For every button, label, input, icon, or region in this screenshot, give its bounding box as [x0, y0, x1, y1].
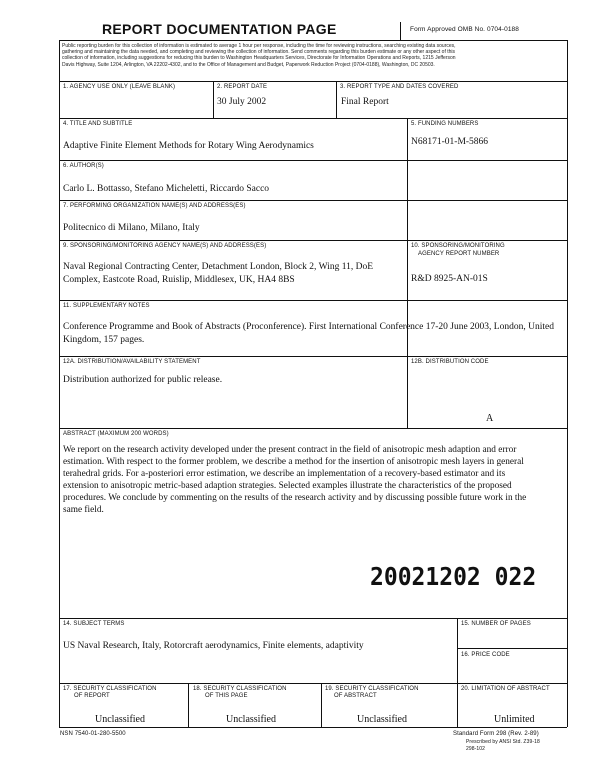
rule [457, 648, 567, 649]
abstract-line: We report on the research activity developed under the present contract in the field of anisotropic mesh adaption and error [63, 445, 517, 455]
performing-org-value[interactable]: Politecnico di Milano, Milano, Italy [63, 223, 200, 233]
burden-line: collection of information, including suggestions for reducing this burden to Washington Headquarters Services, Directorate for Information Operations and Reports, 1215 Jefferson [62, 55, 456, 62]
title-value[interactable]: Adaptive Finite Element Methods for Rotary Wing Aerodynamics [63, 141, 314, 151]
burden-line: Davis Highway, Suite 1204, Arlington, VA 22202-4302, and to the Office of Management and Budget, Paperwork Reduction Project (0704-0188), Washington, DC 20503. [62, 61, 435, 68]
page-title: REPORT DOCUMENTATION PAGE [102, 21, 337, 37]
form-approved: Form Approved OMB No. 0704-0188 [410, 26, 519, 33]
class-abstract-value[interactable]: Unclassified [357, 714, 407, 725]
distribution-value[interactable]: Distribution authorized for public release. [63, 375, 223, 385]
rule [59, 240, 567, 241]
performing-org-label: 7. PERFORMING ORGANIZATION NAME(S) AND ADDRESS(ES) [63, 203, 246, 209]
supplementary-label: 11. SUPPLEMENTARY NOTES [63, 303, 150, 309]
subject-terms-value[interactable]: US Naval Research, Italy, Rotorcraft aerodynamics, Finite elements, adaptivity [63, 641, 364, 651]
col-divider [188, 683, 189, 727]
supplementary-line[interactable]: Conference Programme and Book of Abstracts (Proconference). First International Conference 17-20 June 2003, London, United [63, 322, 554, 332]
col-divider [213, 81, 214, 118]
class-report-label: OF REPORT [74, 693, 110, 699]
agency-report-label: 10. SPONSORING/MONITORING [411, 243, 505, 249]
authors-label: 6. AUTHOR(S) [63, 163, 104, 169]
rule [59, 200, 567, 201]
rule [59, 727, 567, 728]
sponsoring-line[interactable]: Complex, Eastcote Road, Ruislip, Middlesex, UK, HA4 8BS [63, 275, 295, 285]
col-divider [400, 22, 401, 40]
prescribed-by: Prescribed by ANSI Std. Z39-18 [466, 739, 540, 745]
standard-form: Standard Form 298 (Rev. 2-89) [453, 731, 539, 737]
num-pages-label: 15. NUMBER OF PAGES [461, 621, 531, 627]
rule [59, 618, 567, 619]
agency-report-label: AGENCY REPORT NUMBER [418, 251, 500, 257]
class-report-label: 17. SECURITY CLASSIFICATION [63, 686, 157, 692]
rule [59, 81, 567, 82]
col-divider [457, 618, 458, 727]
report-date-label: 2. REPORT DATE [217, 84, 268, 90]
sponsoring-line[interactable]: Naval Regional Contracting Center, Detachment London, Block 2, Wing 11, DoE [63, 262, 374, 272]
report-type-value[interactable]: Final Report [341, 97, 389, 107]
abstract-line: same field. [63, 505, 104, 515]
burden-line: gathering and maintaining the data needed, and completing and reviewing the collection of information. Send comments regarding this burden estimate or any other aspect of this [62, 49, 456, 56]
rule [59, 300, 567, 301]
sponsoring-label: 9. SPONSORING/MONITORING AGENCY NAME(S) AND ADDRESS(ES) [63, 243, 267, 249]
col-divider [336, 81, 337, 118]
agency-report-value[interactable]: R&D 8925-AN-01S [411, 274, 488, 284]
rule [59, 428, 567, 429]
subject-terms-label: 14. SUBJECT TERMS [63, 621, 125, 627]
class-page-label: 18. SECURITY CLASSIFICATION [193, 686, 287, 692]
supplementary-line[interactable]: Kingdom, 157 pages. [63, 335, 145, 345]
rule [59, 40, 567, 41]
title-label: 4. TITLE AND SUBTITLE [63, 121, 133, 127]
class-page-value[interactable]: Unclassified [226, 714, 276, 725]
abstract-label: ABSTRACT (MAXIMUM 200 WORDS) [63, 431, 169, 437]
abstract-line: procedures. We conclude by commenting on the results of the research activity and by discussing possible future work in the [63, 493, 527, 503]
class-abstract-label: OF ABSTRACT [334, 693, 377, 699]
class-page-label: OF THIS PAGE [205, 693, 248, 699]
authors-value[interactable]: Carlo L. Bottasso, Stefano Micheletti, Riccardo Sacco [63, 184, 270, 194]
abstract-line: extension to anisotropic metric-based adaption strategies. Selected examples illustrate the characteristics of the proposed [63, 481, 512, 491]
frame-left [59, 40, 60, 727]
burden-line: Public reporting burden for this collection of information is estimated to average 1 hour per response, including the time for reviewing instructions, searching existing data sources, [62, 43, 456, 49]
funding-label: 5. FUNDING NUMBERS [411, 121, 479, 127]
nsn-number: NSN 7540-01-280-5500 [60, 731, 126, 737]
distribution-code-label: 12B. DISTRIBUTION CODE [411, 359, 489, 365]
funding-value[interactable]: N68171-01-M-5866 [411, 137, 489, 147]
rule [59, 356, 567, 357]
limitation-label: 20. LIMITATION OF ABSTRACT [461, 686, 550, 692]
accession-stamp: 20021202 022 [370, 562, 537, 591]
limitation-value[interactable]: Unlimited [494, 714, 535, 725]
col-divider [407, 118, 408, 428]
frame-right [567, 40, 568, 727]
report-date-value[interactable]: 30 July 2002 [217, 97, 267, 107]
abstract-line: terahedral grids. For a-posteriori error estimation, we describe an implementation of a recovery-based estimator and its [63, 469, 506, 479]
report-type-label: 3. REPORT TYPE AND DATES COVERED [340, 84, 459, 90]
rule [59, 683, 567, 684]
price-code-label: 16. PRICE CODE [461, 652, 510, 658]
class-abstract-label: 19. SECURITY CLASSIFICATION [325, 686, 419, 692]
distribution-label: 12A. DISTRIBUTION/AVAILABILITY STATEMENT [63, 359, 201, 365]
abstract-line: estimation. With respect to the former problem, we describe a method for the insertion of anisotropic mesh layers in general [63, 457, 524, 467]
col-divider [321, 683, 322, 727]
form-code: 298-102 [466, 746, 486, 752]
rule [59, 160, 567, 161]
burden-statement [62, 43, 564, 68]
distribution-code-value[interactable]: A [486, 413, 494, 424]
agency-use-label: 1. AGENCY USE ONLY (LEAVE BLANK) [63, 84, 176, 90]
abstract-text [63, 444, 526, 516]
rule [59, 118, 567, 119]
class-report-value[interactable]: Unclassified [95, 714, 145, 725]
